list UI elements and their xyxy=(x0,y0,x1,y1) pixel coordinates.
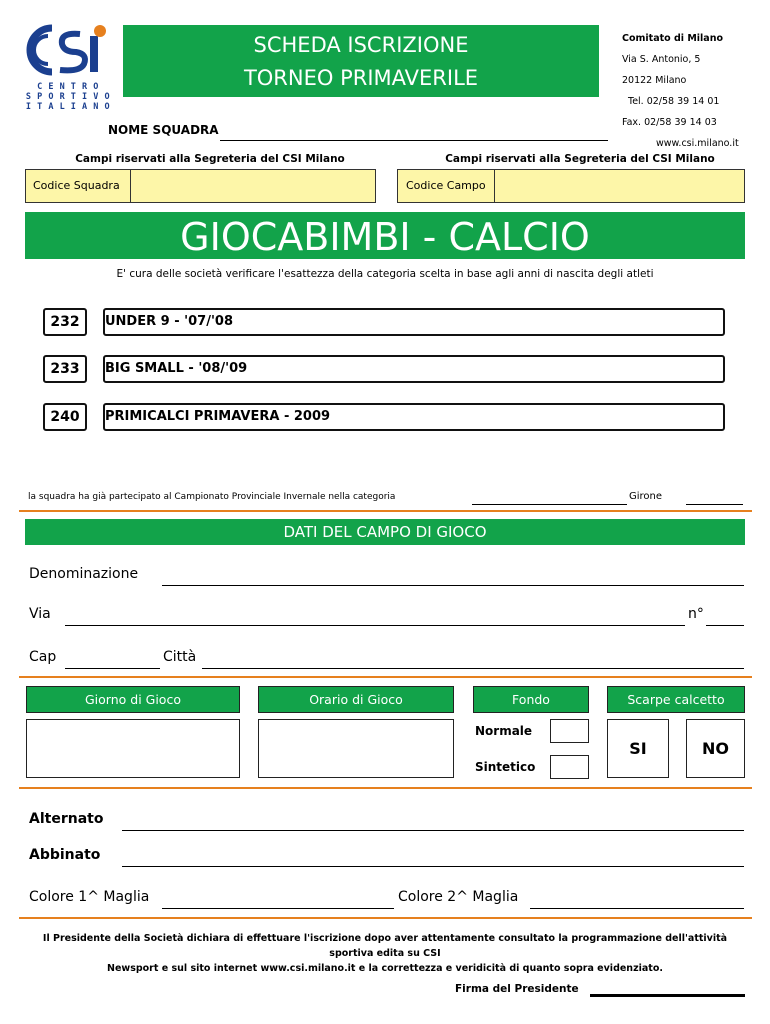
sintetico-checkbox[interactable] xyxy=(550,755,589,779)
reserved-caption-right: Campi riservati alla Segreteria del CSI Milano xyxy=(445,153,715,165)
colore2-label: Colore 2^ Maglia xyxy=(398,889,519,905)
signature-label: Firma del Presidente xyxy=(455,983,579,995)
section-divider xyxy=(19,917,752,919)
citta-field[interactable] xyxy=(202,651,744,669)
orario-header: Orario di Gioco xyxy=(258,686,454,713)
numero-label: n° xyxy=(688,606,704,622)
category-note: E' cura delle società verificare l'esattezza della categoria scelta in base agli anni di nascita degli atleti xyxy=(116,268,654,280)
scarpe-header: Scarpe calcetto xyxy=(607,686,745,713)
form-title: SCHEDA ISCRIZIONE TORNEO PRIMAVERILE xyxy=(123,25,599,97)
team-name-label: NOME SQUADRA xyxy=(108,123,219,137)
sintetico-label: Sintetico xyxy=(475,760,536,774)
section-divider xyxy=(19,787,752,789)
team-code-row xyxy=(25,169,376,203)
category-name[interactable]: BIG SMALL - '08/'09 xyxy=(103,355,725,383)
colore2-field[interactable] xyxy=(530,891,744,909)
normale-label: Normale xyxy=(475,724,533,738)
field-code-field[interactable] xyxy=(496,170,744,202)
denominazione-field[interactable] xyxy=(162,568,744,586)
cap-field[interactable] xyxy=(65,651,160,669)
abbinato-field[interactable] xyxy=(122,849,744,867)
alternato-field[interactable] xyxy=(122,813,744,831)
team-code-field[interactable] xyxy=(132,170,375,202)
colore1-field[interactable] xyxy=(162,891,394,909)
alternato-label: Alternato xyxy=(29,811,104,827)
team-code-label: Codice Squadra xyxy=(26,170,131,202)
girone-label: Girone xyxy=(629,491,663,502)
section-divider xyxy=(19,676,752,678)
normale-checkbox[interactable] xyxy=(550,719,589,743)
field-code-label: Codice Campo xyxy=(398,170,495,202)
via-label: Via xyxy=(29,606,51,622)
committee-info: Comitato di Milano Via S. Antonio, 5 20122 Milano Tel. 02/58 39 14 01 Fax. 02/58 39 14 03 www.csi.milano.it xyxy=(622,33,739,149)
colore1-label: Colore 1^ Maglia xyxy=(29,889,150,905)
scarpe-si-option[interactable]: SI xyxy=(607,719,669,778)
participation-category-field[interactable] xyxy=(472,490,627,505)
category-name[interactable]: UNDER 9 - '07/'08 xyxy=(103,308,725,336)
abbinato-label: Abbinato xyxy=(29,847,101,863)
csi-logo xyxy=(22,22,114,112)
section-divider xyxy=(19,510,752,512)
category-code[interactable]: 240 xyxy=(43,403,87,431)
team-name-field[interactable] xyxy=(220,124,608,141)
category-name[interactable]: PRIMICALCI PRIMAVERA - 2009 xyxy=(103,403,725,431)
csi-logo-icon xyxy=(22,22,114,78)
fondo-header: Fondo xyxy=(473,686,589,713)
denominazione-label: Denominazione xyxy=(29,566,139,582)
girone-field[interactable] xyxy=(686,490,743,505)
via-field[interactable] xyxy=(65,608,685,626)
scarpe-no-option[interactable]: NO xyxy=(686,719,745,778)
giorno-field[interactable] xyxy=(26,719,240,778)
logo-caption: C E N T R O S P O R T I V O I T A L I A N O xyxy=(25,82,111,112)
signature-field[interactable] xyxy=(590,994,745,997)
campo-section-title: DATI DEL CAMPO DI GIOCO xyxy=(25,519,745,545)
cap-label: Cap xyxy=(29,649,57,665)
category-code[interactable]: 232 xyxy=(43,308,87,336)
field-code-row xyxy=(397,169,745,203)
citta-label: Città xyxy=(163,649,197,665)
category-code[interactable]: 233 xyxy=(43,355,87,383)
orario-field[interactable] xyxy=(258,719,454,778)
reserved-caption-left: Campi riservati alla Segreteria del CSI Milano xyxy=(75,153,345,165)
sport-banner: GIOCABIMBI - CALCIO xyxy=(25,212,745,259)
numero-field[interactable] xyxy=(706,608,744,626)
participation-text: la squadra ha già partecipato al Campionato Provinciale Invernale nella categoria xyxy=(28,492,396,502)
declaration-text: Il Presidente della Società dichiara di effettuare l'iscrizione dopo aver attentamente consultato la programmazione dell'attività sportiva edita su CSI Newsport e sul sito internet www.csi.milano.it e la correttezza e veridicità di quanto sopra evidenziato. xyxy=(42,933,728,974)
giorno-header: Giorno di Gioco xyxy=(26,686,240,713)
